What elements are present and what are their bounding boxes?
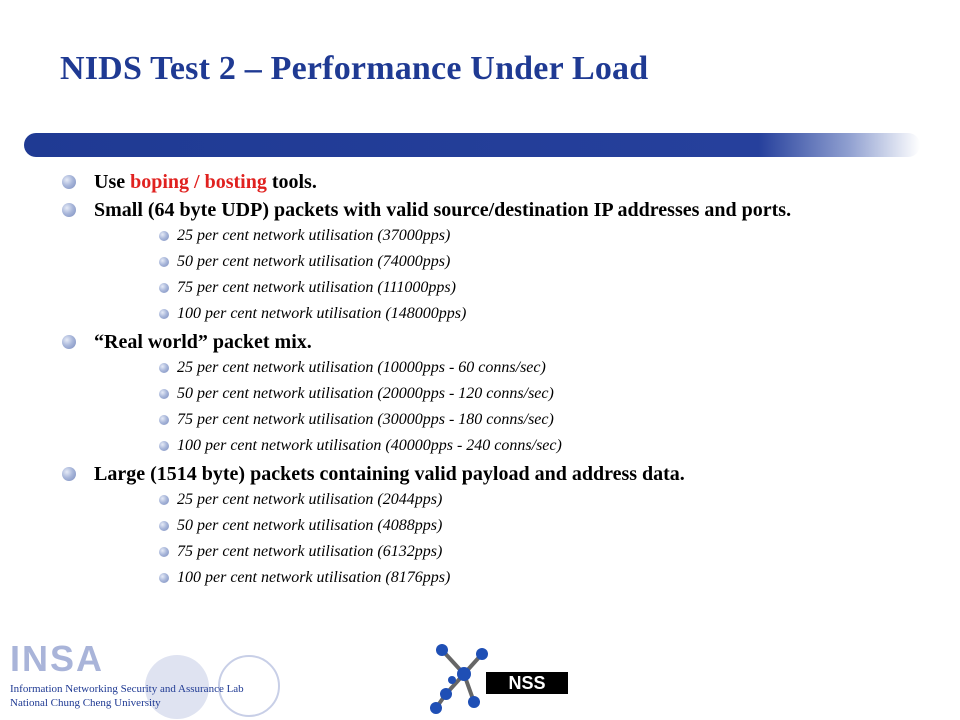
sub-bullet-icon	[159, 231, 169, 241]
bullet-icon	[62, 335, 76, 349]
bullet-item-2	[62, 198, 922, 222]
footer-lab-name: Information Networking Security and Assurance Lab	[10, 683, 244, 695]
sub-bullet-icon	[159, 441, 169, 451]
slide-title: NIDS Test 2 – Performance Under Load	[60, 50, 649, 87]
sub-bullet-item: 75 per cent network utilisation (111000pps)	[159, 278, 922, 298]
sub-bullet-item: 50 per cent network utilisation (74000pps)	[159, 252, 922, 272]
bullet-item-3	[62, 330, 922, 354]
bullet-item-1	[62, 170, 922, 194]
sub-bullet-item: 50 per cent network utilisation (4088pps)	[159, 516, 922, 536]
sub-bullet-item: 100 per cent network utilisation (40000pps - 240 conns/sec)	[159, 436, 922, 456]
footer-university-name: National Chung Cheng University	[10, 697, 161, 709]
sub-bullet-item: 75 per cent network utilisation (6132pps)	[159, 542, 922, 562]
insa-logo: INSA	[10, 638, 105, 679]
sub-bullet-icon	[159, 573, 169, 583]
bullet-icon	[62, 203, 76, 217]
highlight-text: boping / bosting	[130, 171, 267, 193]
title-underline-bar	[24, 133, 920, 157]
sub-bullet-item: 25 per cent network utilisation (37000pps)	[159, 226, 922, 246]
bullet-text: Small (64 byte UDP) packets with valid source/destination IP addresses and ports.	[94, 199, 792, 221]
sub-bullet-icon	[159, 257, 169, 267]
sub-bullet-icon	[159, 363, 169, 373]
sub-bullet-item: 75 per cent network utilisation (30000pps - 180 conns/sec)	[159, 410, 922, 430]
bullet-icon	[62, 175, 76, 189]
sub-bullet-item: 25 per cent network utilisation (2044pps)	[159, 490, 922, 510]
sub-bullet-icon	[159, 283, 169, 293]
bullet-icon	[62, 467, 76, 481]
nss-logo-text: NSS	[486, 672, 568, 694]
bullet-text: Use	[94, 171, 131, 193]
sub-bullet-item: 100 per cent network utilisation (148000pps)	[159, 304, 922, 324]
sub-bullet-icon	[159, 495, 169, 505]
sub-bullet-icon	[159, 415, 169, 425]
bullet-text: tools.	[266, 171, 317, 193]
sub-bullet-item: 50 per cent network utilisation (20000pps - 120 conns/sec)	[159, 384, 922, 404]
sub-bullet-icon	[159, 547, 169, 557]
bullet-list	[62, 170, 922, 594]
sub-bullet-icon	[159, 309, 169, 319]
bullet-item-4	[62, 462, 922, 486]
sub-bullet-item: 25 per cent network utilisation (10000pps - 60 conns/sec)	[159, 358, 922, 378]
bullet-text: Large (1514 byte) packets containing valid payload and address data.	[94, 463, 685, 485]
sub-bullet-item: 100 per cent network utilisation (8176pps)	[159, 568, 922, 588]
sub-bullet-icon	[159, 389, 169, 399]
sub-bullet-icon	[159, 521, 169, 531]
bullet-text: “Real world” packet mix.	[94, 331, 312, 353]
